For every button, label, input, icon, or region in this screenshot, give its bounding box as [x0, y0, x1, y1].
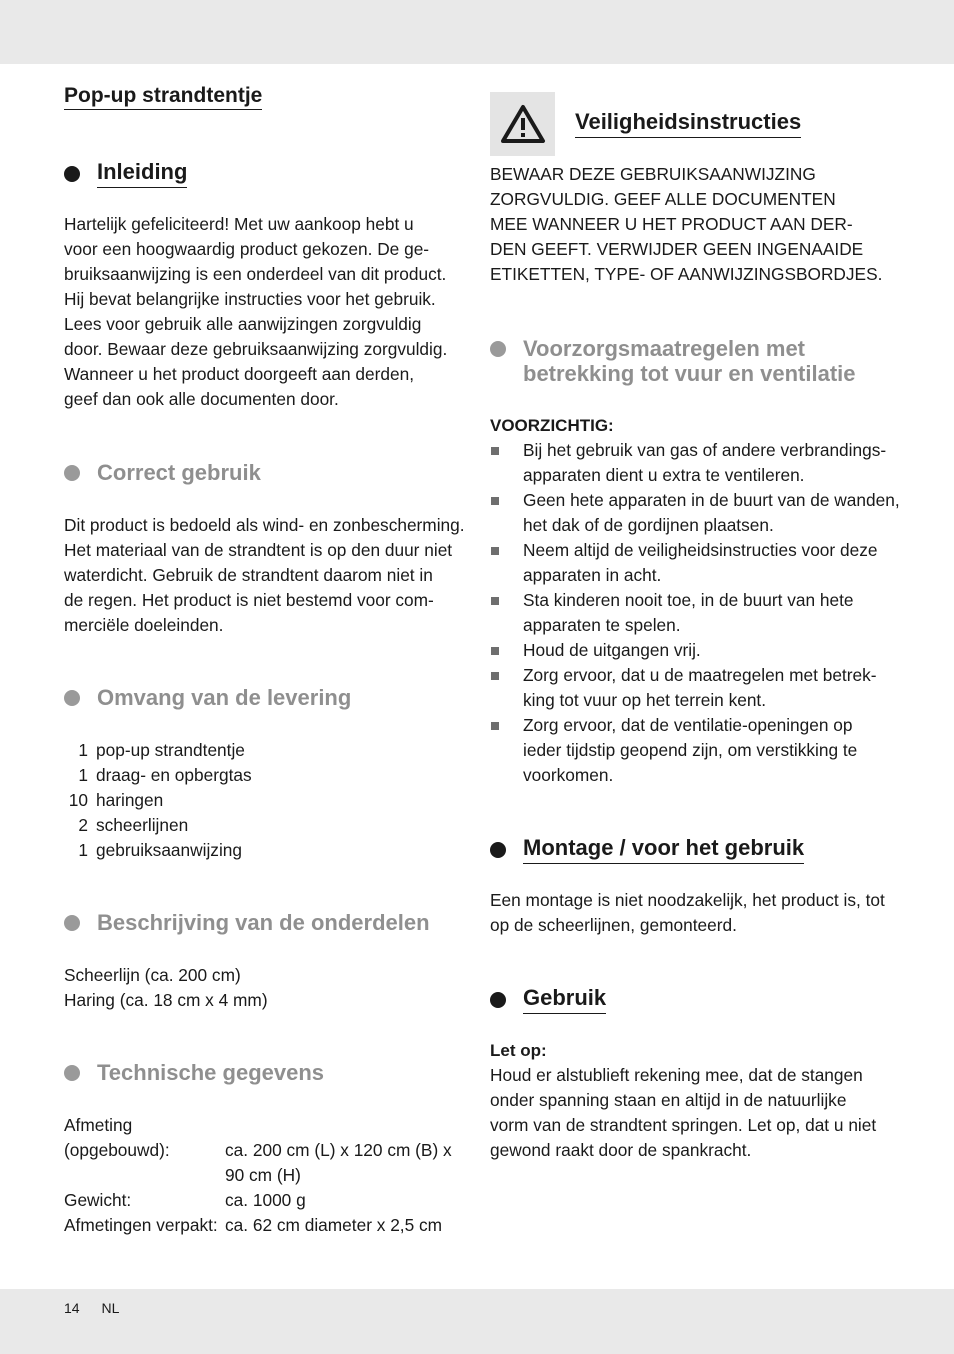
- item-name: haringen: [96, 790, 164, 810]
- text-line: door. Bewaar deze gebruiksaanwijzing zorgvuldig.: [64, 339, 448, 359]
- tech-label: Afmetingen verpakt:: [64, 1215, 218, 1235]
- intro-paragraph: [64, 212, 474, 412]
- text-line: Hij bevat belangrijke instructies voor het gebruik.: [64, 289, 436, 309]
- square-bullet-icon: [491, 722, 499, 730]
- item-quantity: 1: [78, 765, 88, 785]
- item-quantity: 1: [78, 740, 88, 760]
- tech-value: ca. 200 cm (L) x 120 cm (B) x: [225, 1140, 452, 1160]
- heading-text: Beschrijving van de onderdelen: [97, 910, 430, 935]
- list-item: [64, 788, 252, 813]
- text-line: Bij het gebruik van gas of andere verbrandings-: [523, 440, 887, 460]
- document-title: Pop-up strandtentje: [64, 84, 262, 110]
- text-line: Neem altijd de veiligheidsinstructies voor deze: [523, 540, 878, 560]
- heading-text: betrekking tot vuur en ventilatie: [523, 361, 856, 386]
- text-line: Scheerlijn (ca. 200 cm): [64, 965, 241, 985]
- text-line: apparaten in acht.: [523, 565, 662, 585]
- text-line: Hartelijk gefeliciteerd! Met uw aankoop hebt u: [64, 214, 414, 234]
- item-name: pop-up strandtentje: [96, 740, 245, 760]
- heading-text: Montage / voor het gebruik: [523, 835, 804, 864]
- text-line: onder spanning staan en altijd in de natuurlijke: [490, 1090, 847, 1110]
- page-footer: [64, 1300, 137, 1316]
- text-line: MEE WANNEER U HET PRODUCT AAN DER-: [490, 214, 853, 234]
- list-item: [64, 738, 252, 763]
- table-row: [64, 1113, 469, 1138]
- bullet-dot-icon: [64, 690, 80, 706]
- page-number: 14: [64, 1300, 80, 1316]
- delivery-list: [64, 738, 252, 863]
- bullet-dot-icon: [64, 166, 80, 182]
- list-item: [64, 813, 252, 838]
- text-line: apparaten dient u extra te ventileren.: [523, 465, 805, 485]
- item-name: scheerlijnen: [96, 815, 189, 835]
- warning-box: [490, 92, 555, 156]
- text-line: ZORGVULDIG. GEEF ALLE DOCUMENTEN: [490, 189, 836, 209]
- square-bullet-icon: [491, 672, 499, 680]
- tech-value: [225, 1113, 469, 1138]
- heading-text: Technische gegevens: [97, 1060, 325, 1085]
- heading-text: Voorzorgsmaatregelen met: [523, 336, 806, 361]
- text-line: BEWAAR DEZE GEBRUIKSAANWIJZING: [490, 164, 816, 184]
- safety-paragraph: [490, 162, 900, 287]
- text-line: Houd de uitgangen vrij.: [523, 640, 701, 660]
- list-item: [490, 438, 900, 488]
- square-bullet-icon: [491, 497, 499, 505]
- bullet-dot-icon: [64, 465, 80, 481]
- document-title-block: [64, 84, 262, 110]
- tech-value: ca. 62 cm diameter x 2,5 cm: [225, 1215, 443, 1235]
- text-line: voorkomen.: [523, 765, 614, 785]
- tech-label: (opgebouwd):: [64, 1140, 170, 1160]
- section-heading-tech: [64, 1060, 324, 1086]
- text-line: de regen. Het product is niet bestemd voor com-: [64, 590, 434, 610]
- assembly-paragraph: [490, 888, 900, 938]
- section-heading-assembly: [490, 835, 804, 864]
- bullet-dot-icon: [490, 842, 506, 858]
- heading-text: Inleiding: [97, 159, 187, 188]
- list-item: [490, 638, 900, 663]
- caution-list: [490, 438, 900, 788]
- text-line: apparaten te spelen.: [523, 615, 681, 635]
- list-item: [64, 763, 252, 788]
- square-bullet-icon: [491, 597, 499, 605]
- heading-text: Veiligheidsinstructies: [575, 109, 801, 138]
- text-line: king tot vuur op het terrein kent.: [523, 690, 767, 710]
- text-line: Zorg ervoor, dat de ventilatie-openingen op: [523, 715, 853, 735]
- text-line: waterdicht. Gebruik de strandtent daarom niet in: [64, 565, 433, 585]
- usage-paragraph: [490, 1063, 900, 1163]
- square-bullet-icon: [491, 547, 499, 555]
- text-line: Het materiaal van de strandtent is op den duur niet: [64, 540, 453, 560]
- tech-label: Afmeting: [64, 1115, 133, 1135]
- text-line: vorm van de strandtent springen. Let op, dat u niet: [490, 1115, 877, 1135]
- section-heading-intro: [64, 159, 187, 188]
- list-item: [490, 663, 900, 713]
- section-heading-fire: [490, 336, 856, 386]
- table-row: [64, 1213, 469, 1238]
- text-line: ETIKETTEN, TYPE- OF AANWIJZINGSBORDJES.: [490, 264, 883, 284]
- text-line: Dit product is bedoeld als wind- en zonbescherming.: [64, 515, 465, 535]
- item-quantity: 2: [78, 815, 88, 835]
- caution-label: VOORZICHTIG:: [490, 416, 614, 435]
- warning-triangle-icon: [500, 104, 546, 144]
- text-line: op de scheerlijnen, gemonteerd.: [490, 915, 737, 935]
- table-row: [64, 1188, 469, 1213]
- list-item: [64, 838, 252, 863]
- square-bullet-icon: [491, 647, 499, 655]
- table-row: [64, 1163, 469, 1188]
- language-code: NL: [101, 1300, 120, 1316]
- parts-paragraph: [64, 963, 268, 1013]
- tech-table: [64, 1113, 469, 1238]
- item-quantity: 1: [78, 840, 88, 860]
- list-item: [490, 488, 900, 538]
- section-heading-parts: [64, 910, 430, 936]
- text-line: Geen hete apparaten in de buurt van de wanden,: [523, 490, 900, 510]
- heading-text: Gebruik: [523, 985, 606, 1014]
- bullet-dot-icon: [490, 992, 506, 1008]
- text-line: Een montage is niet noodzakelijk, het product is, tot: [490, 890, 885, 910]
- bullet-dot-icon: [64, 1065, 80, 1081]
- text-line: het dak of de gordijnen plaatsen.: [523, 515, 774, 535]
- item-name: draag- en opbergtas: [96, 765, 252, 785]
- heading-text: Omvang van de levering: [97, 685, 352, 710]
- square-bullet-icon: [491, 447, 499, 455]
- list-item: [490, 538, 900, 588]
- text-line: voor een hoogwaardig product gekozen. De ge-: [64, 239, 430, 259]
- text-line: bruiksaanwijzing is een onderdeel van dit product.: [64, 264, 447, 284]
- section-heading-usage: [490, 985, 606, 1014]
- text-line: Haring (ca. 18 cm x 4 mm): [64, 990, 268, 1010]
- text-line: Houd er alstublieft rekening mee, dat de stangen: [490, 1065, 863, 1085]
- safety-heading: [575, 109, 801, 138]
- text-line: geef dan ook alle documenten door.: [64, 389, 339, 409]
- item-name: gebruiksaanwijzing: [96, 840, 243, 860]
- section-heading-delivery: [64, 685, 351, 711]
- text-line: merciële doeleinden.: [64, 615, 224, 635]
- correct-use-paragraph: [64, 513, 474, 638]
- text-line: DEN GEEFT. VERWIJDER GEEN INGENAAIDE: [490, 239, 864, 259]
- tech-value: 90 cm (H): [225, 1165, 301, 1185]
- text-line: Sta kinderen nooit toe, in de buurt van hete: [523, 590, 854, 610]
- section-heading-correct-use: [64, 460, 261, 486]
- table-row: [64, 1138, 469, 1163]
- bullet-dot-icon: [490, 341, 506, 357]
- text-line: gewond raakt door de spankracht.: [490, 1140, 752, 1160]
- tech-label: [64, 1163, 225, 1188]
- item-quantity: 10: [68, 790, 88, 810]
- bottom-band: [0, 1289, 954, 1354]
- bullet-dot-icon: [64, 915, 80, 931]
- text-line: Zorg ervoor, dat u de maatregelen met betrek-: [523, 665, 877, 685]
- text-line: Lees voor gebruik alle aanwijzingen zorgvuldig: [64, 314, 422, 334]
- tech-value: ca. 1000 g: [225, 1190, 306, 1210]
- heading-text-block: [523, 336, 856, 386]
- list-item: [490, 713, 900, 788]
- text-line: ieder tijdstip geopend zijn, om verstikking te: [523, 740, 858, 760]
- tech-label: Gewicht:: [64, 1190, 132, 1210]
- note-label: Let op:: [490, 1041, 547, 1060]
- heading-text: Correct gebruik: [97, 460, 261, 485]
- text-line: Wanneer u het product doorgeeft aan derden,: [64, 364, 415, 384]
- top-band: [0, 0, 954, 64]
- list-item: [490, 588, 900, 638]
